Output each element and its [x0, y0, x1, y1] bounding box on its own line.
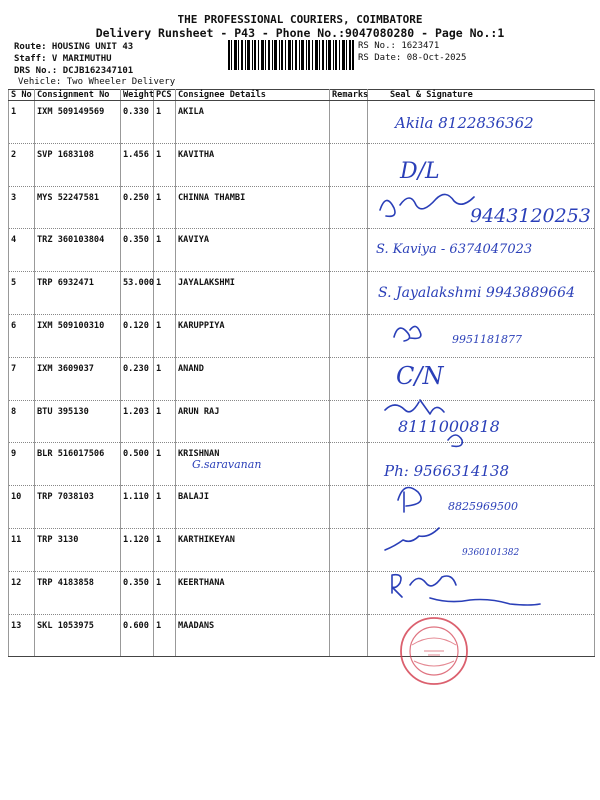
cell-signature	[368, 571, 595, 614]
cell-consignee: KARTHIKEYAN	[176, 528, 330, 571]
cell-consignment: TRP 3130	[35, 528, 121, 571]
cell-consignment: MYS 52247581	[35, 186, 121, 229]
table-row	[9, 400, 595, 443]
col-consignment: Consignment No	[35, 90, 121, 101]
cell-sno: 13	[9, 614, 35, 657]
cell-weight: 0.350	[121, 571, 154, 614]
cell-consignee: KAVIYA	[176, 229, 330, 272]
cell-remarks	[330, 528, 368, 571]
cell-pcs: 1	[154, 486, 176, 529]
table-row	[9, 486, 595, 529]
cell-signature	[368, 314, 595, 357]
cell-signature	[368, 101, 595, 144]
col-remarks: Remarks	[330, 90, 368, 101]
handwritten-note: 9951181877	[452, 333, 522, 346]
handwritten-note: G.saravanan	[192, 458, 262, 471]
cell-signature	[368, 528, 595, 571]
cell-consignment: BLR 516017506	[35, 443, 121, 486]
cell-signature	[368, 229, 595, 272]
cell-pcs: 1	[154, 614, 176, 657]
table-row	[9, 571, 595, 614]
handwritten-note: 9443120253	[470, 205, 591, 227]
cell-weight: 0.250	[121, 186, 154, 229]
cell-sno: 12	[9, 571, 35, 614]
cell-pcs: 1	[154, 400, 176, 443]
cell-consignment: BTU 395130	[35, 400, 121, 443]
table-row	[9, 443, 595, 486]
cell-weight: 0.600	[121, 614, 154, 657]
staff-label: Staff: V MARIMUTHU	[14, 54, 112, 64]
cell-consignee: KAVITHA	[176, 143, 330, 186]
table-header-row	[9, 90, 595, 101]
stamp-seal	[398, 615, 470, 687]
cell-consignee: MAADANS	[176, 614, 330, 657]
handwritten-note: 8111000818	[398, 417, 500, 436]
cell-weight: 0.120	[121, 314, 154, 357]
cell-pcs: 1	[154, 528, 176, 571]
cell-signature	[368, 272, 595, 315]
cell-remarks	[330, 443, 368, 486]
cell-signature	[368, 357, 595, 400]
cell-pcs: 1	[154, 229, 176, 272]
handwritten-note: Ph: 9566314138	[384, 462, 510, 480]
col-signature: Seal & Signature	[368, 90, 595, 101]
cell-pcs: 1	[154, 143, 176, 186]
cell-sno: 1	[9, 101, 35, 144]
cell-sno: 8	[9, 400, 35, 443]
cell-signature	[368, 486, 595, 529]
cell-sno: 4	[9, 229, 35, 272]
cell-pcs: 1	[154, 357, 176, 400]
cell-sno: 5	[9, 272, 35, 315]
cell-sno: 2	[9, 143, 35, 186]
cell-sno: 11	[9, 528, 35, 571]
table-row	[9, 357, 595, 400]
cell-consignee: JAYALAKSHMI	[176, 272, 330, 315]
cell-consignment: IXM 509149569	[35, 101, 121, 144]
cell-consignee: KARUPPIYA	[176, 314, 330, 357]
company-title: THE PROFESSIONAL COURIERS, COIMBATORE	[177, 13, 423, 26]
cell-remarks	[330, 229, 368, 272]
col-pcs: PCS	[154, 90, 176, 101]
cell-consignment: TRZ 360103804	[35, 229, 121, 272]
handwritten-note: S. Jayalakshmi 9943889664	[378, 285, 575, 301]
cell-weight: 1.110	[121, 486, 154, 529]
cell-consignee: BALAJI	[176, 486, 330, 529]
cell-consignee: ARUN RAJ	[176, 400, 330, 443]
cell-consignment: SVP 1683108	[35, 143, 121, 186]
rs-number: RS No.: 1623471	[358, 41, 440, 51]
cell-remarks	[330, 571, 368, 614]
cell-consignee: KEERTHANA	[176, 571, 330, 614]
cell-pcs: 1	[154, 314, 176, 357]
cell-consignee: AKILA	[176, 101, 330, 144]
cell-consignment: SKL 1053975	[35, 614, 121, 657]
runsheet-table	[8, 89, 595, 657]
handwritten-note: 9360101382	[462, 548, 520, 558]
cell-consignment: TRP 7038103	[35, 486, 121, 529]
col-consignee: Consignee Details	[176, 90, 330, 101]
table-row	[9, 143, 595, 186]
cell-remarks	[330, 357, 368, 400]
col-sno: S No	[9, 90, 35, 101]
handwritten-note: C/N	[396, 362, 444, 390]
cell-pcs: 1	[154, 443, 176, 486]
cell-signature	[368, 186, 595, 229]
cell-consignee: KRISHNAN	[176, 443, 330, 486]
cell-remarks	[330, 400, 368, 443]
cell-weight: 53.000	[121, 272, 154, 315]
cell-pcs: 1	[154, 101, 176, 144]
route-label: Route: HOUSING UNIT 43	[14, 42, 134, 52]
cell-weight: 1.120	[121, 528, 154, 571]
cell-weight: 0.330	[121, 101, 154, 144]
cell-weight: 1.203	[121, 400, 154, 443]
cell-pcs: 1	[154, 186, 176, 229]
cell-consignment: TRP 6932471	[35, 272, 121, 315]
cell-pcs: 1	[154, 272, 176, 315]
cell-remarks	[330, 614, 368, 657]
cell-remarks	[330, 143, 368, 186]
runsheet-title: Delivery Runsheet - P43 - Phone No.:9047080280 - Page No.:1	[95, 26, 505, 40]
cell-weight: 0.230	[121, 357, 154, 400]
cell-sno: 9	[9, 443, 35, 486]
table-row	[9, 186, 595, 229]
table-row	[9, 314, 595, 357]
cell-sno: 3	[9, 186, 35, 229]
cell-consignment: IXM 3609037	[35, 357, 121, 400]
cell-remarks	[330, 186, 368, 229]
cell-consignment: TRP 4183858	[35, 571, 121, 614]
cell-signature	[368, 400, 595, 443]
table-row	[9, 101, 595, 144]
vehicle-label: Vehicle: Two Wheeler Delivery	[18, 77, 176, 87]
table-row	[9, 614, 595, 657]
cell-signature	[368, 443, 595, 486]
table-row	[9, 528, 595, 571]
cell-sno: 10	[9, 486, 35, 529]
handwritten-note: S. Kaviya - 6374047023	[376, 242, 533, 257]
cell-consignment: IXM 509100310	[35, 314, 121, 357]
cell-weight: 0.350	[121, 229, 154, 272]
cell-remarks	[330, 486, 368, 529]
cell-remarks	[330, 272, 368, 315]
handwritten-note: Akila 8122836362	[395, 114, 534, 132]
handwritten-note: D/L	[400, 159, 440, 184]
drs-number: DRS No.: DCJB162347101	[14, 66, 134, 76]
cell-weight: 0.500	[121, 443, 154, 486]
table-row	[9, 272, 595, 315]
cell-sno: 7	[9, 357, 35, 400]
table-row	[9, 229, 595, 272]
rs-date: RS Date: 08-Oct-2025	[358, 53, 467, 63]
handwritten-note: 8825969500	[448, 500, 518, 513]
cell-remarks	[330, 101, 368, 144]
barcode	[228, 40, 354, 70]
cell-signature	[368, 143, 595, 186]
cell-sno: 6	[9, 314, 35, 357]
cell-weight: 1.456	[121, 143, 154, 186]
cell-remarks	[330, 314, 368, 357]
cell-consignee: ANAND	[176, 357, 330, 400]
col-weight: Weight	[121, 90, 154, 101]
cell-consignee: CHINNA THAMBI	[176, 186, 330, 229]
cell-pcs: 1	[154, 571, 176, 614]
